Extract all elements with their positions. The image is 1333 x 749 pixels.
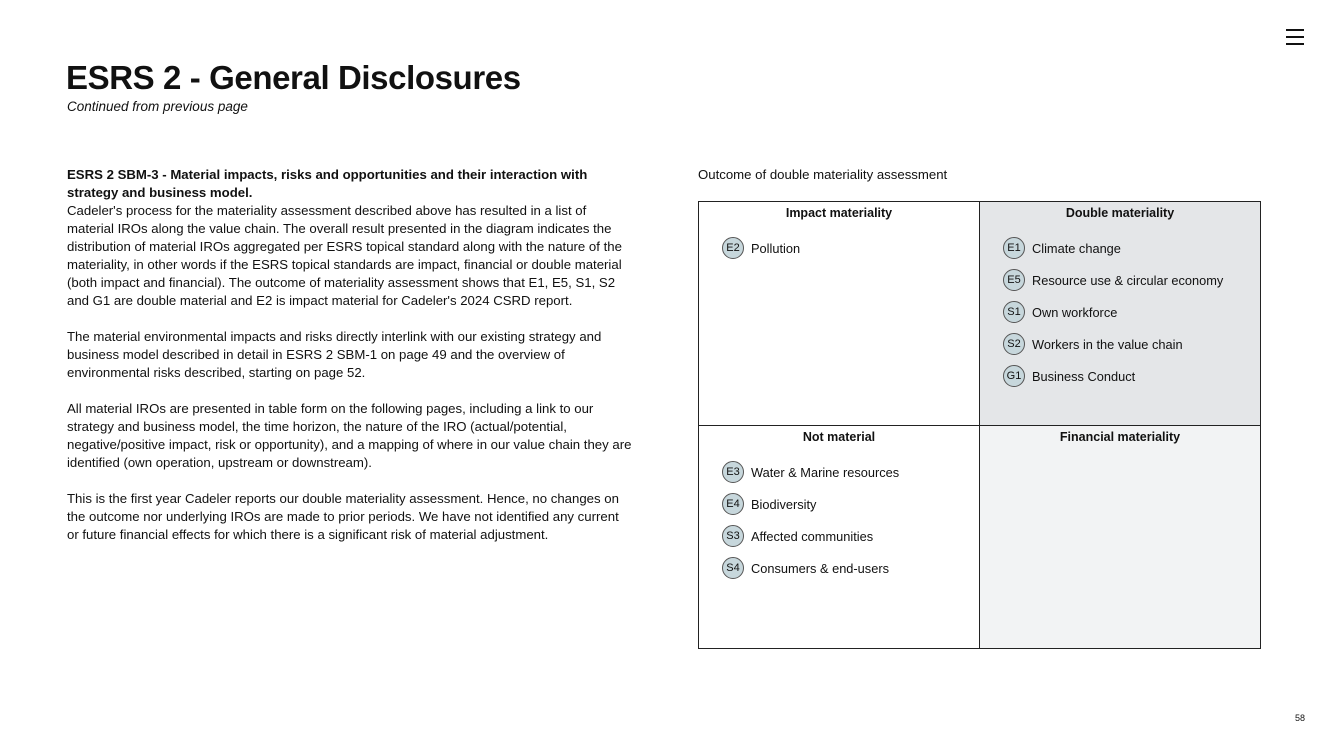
quadrant-title: Impact materiality	[785, 206, 893, 220]
topic-label: Water & Marine resources	[751, 464, 900, 480]
list-item	[722, 555, 979, 581]
quadrant-items	[980, 235, 1260, 389]
paragraph-2: The material environmental impacts and risks directly interlink with our existing strategy and business model described in detail in ESRS 2 SBM-1 on page 49 and the overview of environmental risks described, starting on page 52.	[67, 329, 602, 380]
list-item	[1003, 331, 1260, 357]
list-item	[1003, 299, 1260, 325]
topic-label: Consumers & end-users	[751, 560, 889, 576]
materiality-matrix	[698, 201, 1261, 649]
section-heading: ESRS 2 SBM-3 - Material impacts, risks and opportunities and their interaction with strategy and business model.	[67, 167, 588, 200]
topic-badge: G1	[1003, 365, 1025, 387]
list-item	[1003, 267, 1260, 293]
topic-badge: S3	[722, 525, 744, 547]
topic-badge: E1	[1003, 237, 1025, 259]
topic-label: Business Conduct	[1032, 368, 1136, 384]
quadrant-impact-materiality	[699, 202, 980, 426]
quadrant-double-materiality	[980, 202, 1260, 426]
topic-label: Affected communities	[751, 528, 874, 544]
topic-label: Biodiversity	[751, 496, 817, 512]
list-item	[1003, 235, 1260, 261]
topic-label: Workers in the value chain	[1032, 336, 1183, 352]
page-subtitle: Continued from previous page	[67, 99, 248, 114]
topic-label: Climate change	[1032, 240, 1121, 256]
topic-badge: S4	[722, 557, 744, 579]
page-number: 58	[1295, 713, 1306, 723]
list-item	[722, 235, 979, 261]
quadrant-title: Financial materiality	[1059, 430, 1181, 444]
page-title: ESRS 2 - General Disclosures	[66, 59, 521, 96]
topic-badge: S2	[1003, 333, 1025, 355]
topic-label: Resource use & circular economy	[1032, 272, 1224, 288]
list-item	[722, 523, 979, 549]
paragraph-3: All material IROs are presented in table form on the following pages, including a link to our strategy and business model, the time horizon, the nature of the IRO (actual/potential, negative/positive impact, risk or opportunity), and a mapping of where in our value chain they are identified (own operation, upstream or downstream).	[67, 401, 632, 470]
list-item	[722, 491, 979, 517]
quadrant-not-material	[699, 426, 980, 648]
quadrant-title: Double materiality	[1065, 206, 1175, 220]
topic-badge: S1	[1003, 301, 1025, 323]
sbm3-section	[67, 166, 633, 562]
quadrant-items	[699, 235, 979, 261]
list-item	[1003, 363, 1260, 389]
topic-label: Pollution	[751, 240, 801, 256]
topic-badge: E5	[1003, 269, 1025, 291]
quadrant-items	[699, 459, 979, 581]
list-item	[722, 459, 979, 485]
paragraph-1: Cadeler's process for the materiality assessment described above has resulted in a list of material IROs along the value chain. The overall result presented in the diagram indicates the distribution of material IROs aggregated per ESRS topical standard along with the nature of the materiality, in other words if the ESRS topical standards are impact, financial or double material (both impact and financial). The outcome of materiality assessment shows that E1, E5, S1, S2 and G1 are double material and E2 is impact material for Cadeler's 2024 CSRD report.	[67, 203, 622, 308]
topic-badge: E2	[722, 237, 744, 259]
topic-label: Own workforce	[1032, 304, 1118, 320]
hamburger-menu-icon[interactable]	[1285, 27, 1305, 45]
diagram-caption: Outcome of double materiality assessment	[698, 167, 948, 182]
paragraph-4: This is the first year Cadeler reports our double materiality assessment. Hence, no changes on the outcome nor underlying IROs are made to prior periods. We have not identified any current or future financial effects for which there is a significant risk of material adjustment.	[67, 491, 619, 542]
topic-badge: E4	[722, 493, 744, 515]
quadrant-title: Not material	[802, 430, 876, 444]
topic-badge: E3	[722, 461, 744, 483]
quadrant-financial-materiality	[980, 426, 1260, 648]
